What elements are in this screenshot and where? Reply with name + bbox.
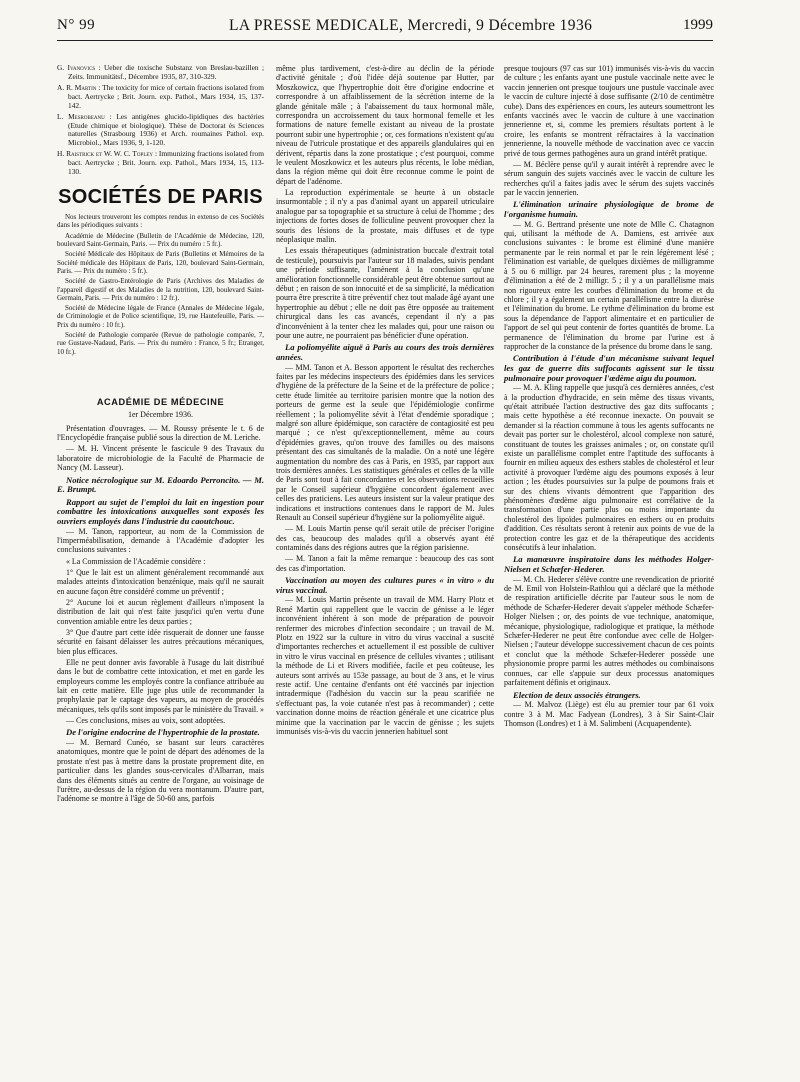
paragraph-martin: — M. Louis Martin pense qu'il serait utile de préciser l'origine des cas, beaucoup des malades qu'il a observés ayant été contaminés dans des régions autres que la région parisienne.	[276, 524, 494, 553]
heading-rapport-lait: Rapport au sujet de l'emploi du lait en ingestion pour combattre les intoxications auxquelles sont exposés les ouvriers employés dans l'industrie du caoutchouc.	[57, 496, 264, 526]
quote-paragraph: Elle ne peut donner avis favorable à l'usage du lait distribué dans le but de combattre cette intoxication, et met en garde les employeurs comme les employés contre la confiance attribuée au lait en cette matière. Elle juge plus utile de recommander la prophylaxie par le captage des vapeurs, au moyen de procédés mécaniques, tels qu'ils sont imposés par le ministère du Travail. »	[57, 657, 264, 714]
notice-item: Société de Gastro-Entérologie de Paris (Archives des Maladies de l'appareil digestif et des Maladies de la nutrition, 120, boulevard Saint-Germain, Paris. — Prix du numéro : 12 fr.).	[57, 277, 264, 302]
notice-item: Académie de Médecine (Bulletin de l'Académie de Médecine, 120, boulevard Saint-Germain, Paris. — Prix du numéro : 5 fr.).	[57, 231, 264, 249]
heading-brome: L'élimination urinaire physiologique de brome de l'organisme humain.	[504, 199, 714, 220]
notice-intro: Nos lecteurs trouveront les comptes rendus in extenso de ces Sociétés dans les périodiques suivants :	[57, 213, 264, 230]
quote-paragraph: 3° Que d'autre part cette idée risquerait de donner une fausse sécurité en faisant délaisser les autres précautions mécaniques, bien plus efficaces.	[57, 627, 264, 656]
session-date: 1er Décembre 1936.	[127, 410, 194, 420]
paragraph-manoeuvre: — M. Ch. Hederer s'élève contre une revendication de priorité de M. Emil von Holstein-Rathlou qui a déclaré que la méthode de respiration artificielle décrite par l'auteur sous le nom de méthode de Schæfer-Hederer devait s'appeler méthode Schæfer-Holger Nielsen ; or, des points de vue technique, anatomique, mécanique, physiologique, radiologique et pratique, la méthode Schæfer-Hederer ne peut être confondue avec celle de Holger-Nielsen ; l'auteur développe successivement chacun de ces points et conclut que la méthode Schæfer-Hederer possède une physionomie propre parmi les autres méthodes ou combinaisons connues, car elle s'appuie sur deux processus anatomiques parfaitement définis et originaux.	[504, 574, 714, 688]
header-rule	[57, 40, 713, 41]
section-title-societes: SOCIÉTÉS DE PARIS	[58, 185, 263, 208]
reference-item	[57, 113, 264, 148]
reference-author: H. Raistrick et W. W. C. Topley :	[57, 149, 158, 159]
quote-paragraph: « La Commission de l'Académie considère :	[66, 556, 206, 566]
notice-item: Société de Pathologie comparée (Revue de pathologie comparée, 7, rue Gustave-Nadaud, Paris. — Prix du numéro : France, 5 fr.; Etranger, 10 fr.).	[57, 331, 264, 356]
paragraph-tanon: — M. Tanon a fait la même remarque : beaucoup des cas sont des cas d'importation.	[276, 554, 494, 573]
reference-text: Immunizing fractions isolated from bact. Aertrycke ; Brit. Journ. exp. Pathol., Mars 1934, 15, 113-130.	[68, 149, 264, 176]
reference-list	[57, 64, 264, 177]
paragraph-election: — M. Malvoz (Liège) est élu au premier tour par 61 voix contre 3 à M. Mac Fadyean (Londres), 3 à Sir Saint-Clair Thomson (Londres) et 1 à M. Salimbeni (Acquapendente).	[504, 700, 714, 728]
reference-text: Les antigènes glucido-lipidiques des bactéries (Etude chimique et biologique). Thèse de Doctorat ès Sciences naturelles (Strasbourg 1936) et Arch. roumaines Pathol. exp. Microbiol., Mars 1936, 9, 1-120.	[68, 111, 264, 148]
periodicals-notice	[57, 213, 264, 356]
paragraph-poliomyelite: — MM. Tanon et A. Besson apportent le résultat des recherches faites par les médecins inspecteurs des épidémies dans les services d'hygiène de la préfecture de la Seine et de la préfecture de police ; cette étude limitée au territoire parisien montre que la notion des porteurs de germe est la seule que l'épidémiologie confirme réellement ; la poliomyélite sévit à l'état d'endémie sporadique ; malgré son allure épidémique, son caractère de contagiosité est peu marqué ; ce n'est qu'exceptionnellement, même au cours d'épidémies graves, qu'on trouve des familles ou des maisons présentant des cas simultanés de la maladie. On a noté une légère augmentation du nombre des cas à Paris, en 1935, par rapport aux trois dernières années. Les statistiques générales et celles de la ville de Paris sont tout à fait concordantes et les observations recueillies par le Conseil supérieur d'hygiène concordent également avec celles des praticiens. Les auteurs insistent sur la valeur pratique des indications et instructions contenues dans le rapport de M. Jules Renault au Conseil supérieur d'hygiène sur la poliomyélite aiguë.	[276, 362, 494, 523]
commission-quote	[57, 557, 264, 715]
heading-hypertrophie: De l'origine endocrine de l'hypertrophie de la prostate.	[66, 727, 260, 738]
quote-paragraph: 2° Aucune loi et aucun règlement d'ailleurs n'imposent la distribution de lait qui n'est faite jusqu'ici qu'en vertu d'une convention amiable entre les deux parties ;	[57, 597, 264, 626]
reference-author: G. Ivanovics :	[57, 63, 101, 72]
reference-author: A. R. Martin :	[57, 82, 101, 92]
paragraph-vincent: — M. H. Vincent présente le fascicule 9 des Travaux du laboratoire de microbiologie de la Faculté de Pharmacie de Nancy (M. Lasseur).	[57, 444, 264, 473]
paragraph-gaz: — M. A. Kling rappelle que jusqu'à ces dernières années, c'est à la production d'hydracide, en sein même des tissus vivants, qu'était attribuée l'action destructive des gaz dits suffocants ; mais cette hypothèse a été reconnue inexacte. On pouvait se demander si la réaction commune à tous les agents suffocants ne devait pas porter sur le cholestérol, alcool complexe non saturé, constituant de toutes les graisses animales ; or, on constate qu'il existe un parallélisme complet entre l'aptitude des suffocants à fournir en milieu aqueux des esthers stables de cholestérol et leur activité à provoquer l'œdème aigu des poumons exposés à leur action ; les études poursuivies sur la pulpe de poumons frais et sur des chiens vivants démontrent que l'apparition des phénomènes d'œdème aigu pulmonaire est corrélative de la transformation d'une partie plus ou moins importante du cholestérol des lipoïdes pulmonaires en esthers ou en produits d'addition. Ces résultats seront à retenir aux points de vue de la protection contre les gaz et de la thérapeutique des accidents consécutifs à leur inhalation.	[504, 383, 714, 553]
journal-title: LA PRESSE MEDICALE, Mercredi, 9 Décembre 1936	[229, 17, 593, 34]
academie-heading: ACADÉMIE DE MÉDECINE	[96, 396, 225, 407]
paragraph-therapeutique: Les essais thérapeutiques (administration buccale d'extrait total de testicule), poursuivis par l'auteur sur 18 malades, suivis pendant une période suffisante, l'amènent à la conclusion qu'une amélioration fonctionnelle considérable peut être obtenue surtout au début ; en raison de son innocuité et de sa simplicité, la médication pourra être prescrite à titre préventif chez tout malade âgé ayant une hypertrophie au début ; elle ne doit pas être opposée au traitement chirurgical dans les cas avancés, cependant il n'y a pas d'inconvénient à la tenter chez les malades qui, pour une raison ou pour une autre, ne pourraient pas bénéficier d'une opération.	[276, 246, 494, 340]
paragraph-conclusions: — Ces conclusions, mises au voix, sont adoptées.	[66, 716, 226, 725]
page-number: 1999	[683, 17, 713, 33]
heading-manoeuvre: La manœuvre inspiratoire dans les méthodes Holger-Nielsen et Schæfer-Hederer.	[504, 554, 714, 575]
reference-author: L. Mesrobeanu :	[57, 111, 112, 121]
reference-item	[57, 64, 264, 82]
column-3	[504, 64, 714, 730]
quote-paragraph: 1° Que le lait est un aliment généralement recommandé aux malades atteints d'intoxication benzénique, mais qu'il ne saurait en aucune façon être considéré comme un préventif ;	[57, 567, 264, 596]
notice-item: Société de Médecine légale de France (Annales de Médecine légale, de Criminologie et de Police scientifique, 19, rue Hautefeuille, Paris. — Prix du numéro : 10 fr.).	[57, 304, 264, 329]
paragraph-continuation: même plus tardivement, c'est-à-dire au déclin de la période d'activité génitale ; d'où l'idée déjà soutenue par Hutter, par Moszkowicz, que l'hypertrophie doit être d'origine endocrine et correspondre à un affaiblissement de la sécrétion interne de la glande génitale mâle ; à l'abaissement du taux hormonal mâle, correspondra un accroissement du taux hormonal femelle et les formations de nature femelle existant au niveau de la prostate pourront subir une hypertrophie ; or, ces formations n'existent qu'au niveau de l'utricule prostatique et des appareils glandulaires qui en dérivent, répartis dans la zone prostatique ; c'est pourquoi, comme le veulent Moszkowicz et les auteurs plus récents, le lobe médian, dans la région même qui doit être reconnue comme le point de départ de l'adénome.	[276, 64, 494, 186]
paragraph-presentation: Présentation d'ouvrages. — M. Roussy présente le t. 6 de l'Encyclopédie française publié sous la direction de M. Leriche.	[57, 423, 264, 443]
page-header	[57, 17, 713, 39]
paragraph-brome: — M. G. Bertrand présente une note de Mlle C. Chatagnon qui, utilisant la méthode de A. Damiens, est arrivée aux conclusions suivantes : le brome est éliminé d'une manière permanente par le rein normal et par le rein légèrement lésé ; l'élimination est variable, de quelques dixièmes de milligramme à 5 ou 6 milligr. par 24 heures, rarement plus ; la moyenne d'élimination a été de 2 milligr. 5 ; il y a un parallélisme mais non rigoureux entre les courbes d'élimination du brome et du chlore ; il y a également un certain parallélisme entre la diurèse et l'élimination du brome. Le rythme d'élimination du brome est sous la dépendance de l'apport alimentaire et en particulier de l'apport de sel qui peut contenir de fortes quantités de brome. La permanence de l'élimination du brome par l'urine est à rapprocher de la constance de la présence du brome dans le sang.	[504, 219, 714, 351]
heading-election: Election de deux associés étrangers.	[513, 689, 641, 700]
paragraph-cuneo: — M. Bernard Cunéo, se basant sur leurs caractères anatomiques, montre que le point de départ des adénomes de la prostate n'est pas à mettre dans la prostate proprement dite, en particulier dans les glandes sous-cervicales d'Albarran, mais dans des éléments situés au centre de l'organe, au voisinage de l'urètre, au-dessus de la région du vera montanum. D'autre part, l'adénome se montre à l'âge de 50-60 ans, parfois	[57, 738, 264, 804]
paragraph-reproduction: La reproduction expérimentale se heurte à un obstacle insurmontable ; il n'y a pas d'animal ayant un appareil utriculaire analogue par sa topographie et sa structure à celui de l'homme ; des injections de fortes doses de folliculine peuvent provoquer chez la souris des lésions de la prostate, mais diffuses et de type néoplasique malin.	[276, 188, 494, 245]
reference-text: Ueber die toxische Substanz von Breslau-bazillen ; Zeits. Immunitätsf., Décembre 1935, 87, 310-329.	[68, 63, 264, 81]
issue-number: N° 99	[57, 17, 96, 33]
paragraph-vaccination: — M. Louis Martin présente un travail de MM. Harry Plotz et René Martin qui rappellent que le vaccin de génisse a le léger inconvénient inhérent à son mode de préparation de pouvoir renfermer des microbes d'infection secondaire ; un travail de M. Plotz en 1922 sur la culture in vitro du virus vaccinal a suscité d'importantes recherches et actuellement il est possible de cultiver in vitro le virus vaccinal en présence de cellules vivantes ; utilisant la méthode de Li et Rivers modifiée, facile et peu coûteuse, les auteurs sont arrivés au 153e passage, au bout de 3 ans, et le virus reste actif. Une centaine d'enfants ont été vaccinés par injection intradermique (l'adhésion du vaccin sur la peau scarifiée ne s'effectuant pas, la voie cutanée n'est pas à recommander) ; cette vaccination donne moins de réaction générale et une cicatrice plus minime que la vaccination par le vaccin de génisse ; les sujets immunisés vis-à-vis du vaccin jennerien habituel sont	[276, 595, 494, 736]
column-2	[276, 64, 494, 738]
reference-item	[57, 84, 264, 110]
heading-poliomyelite: La poliomyélite aiguë à Paris au cours des trois dernières années.	[276, 342, 494, 362]
paragraph-rapport: — M. Tanon, rapporteur, au nom de la Commission de l'imperméabilisation, demande à l'Académie d'adopter les conclusions suivantes :	[57, 526, 264, 555]
notice-item: Société Médicale des Hôpitaux de Paris (Bulletins et Mémoires de la Société médicale des Hôpitaux de Paris, 120, boulevard Saint-Germain, Paris. — Prix du numéro : 5 fr.).	[57, 250, 264, 275]
heading-gaz-suffocants: Contribution à l'étude d'un mécanisme suivant lequel les gaz de guerre dits suffocants agissent sur le tissu pulmonaire pour provoquer l'œdème aigu du poumon.	[504, 353, 714, 383]
heading-vaccination: Vaccination au moyen des cultures pures « in vitro » du virus vaccinal.	[276, 575, 494, 595]
reference-item	[57, 150, 264, 176]
paragraph-continuation: presque toujours (97 cas sur 101) immunisés vis-à-vis du vaccin de culture ; les enfants ayant une pustule vaccinale nette avec le vaccin jennerien ont presque toujours une pustule vaccinale avec le vaccin de culture injecté à dose suffisante (2/10 de centimètre cube). Dans des expériences en cours, les auteurs soumettront les enfants vaccinés avec le vaccin de culture à une vaccination jennerienne et, si, comme les premiers résultats portent à le croire, les enfants se montrent réfractaires à la vaccination jennerienne, la nouvelle méthode de vaccination avec ce vaccin privé de tous germes pathogènes aura un grand intérêt pratique.	[504, 64, 714, 158]
reference-text: The toxicity for mice of certain fractions isolated from bact. Aertrycke ; Brit. Journ. exp. Pathol., Mars 1934, 15, 137-142.	[68, 82, 264, 110]
column-1	[57, 64, 264, 806]
heading-necrologie: Notice nécrologique sur M. Edoardo Perroncito. — M. E. Brumpt.	[57, 474, 264, 495]
paragraph-beclere: — M. Béclère pense qu'il y aurait intérêt à reprendre avec le sérum sanguin des sujets vaccinés avec le vaccin de culture les recherches qu'il a faites jadis avec le sérum des sujets vaccinés par le vaccin jennerien.	[504, 159, 714, 198]
